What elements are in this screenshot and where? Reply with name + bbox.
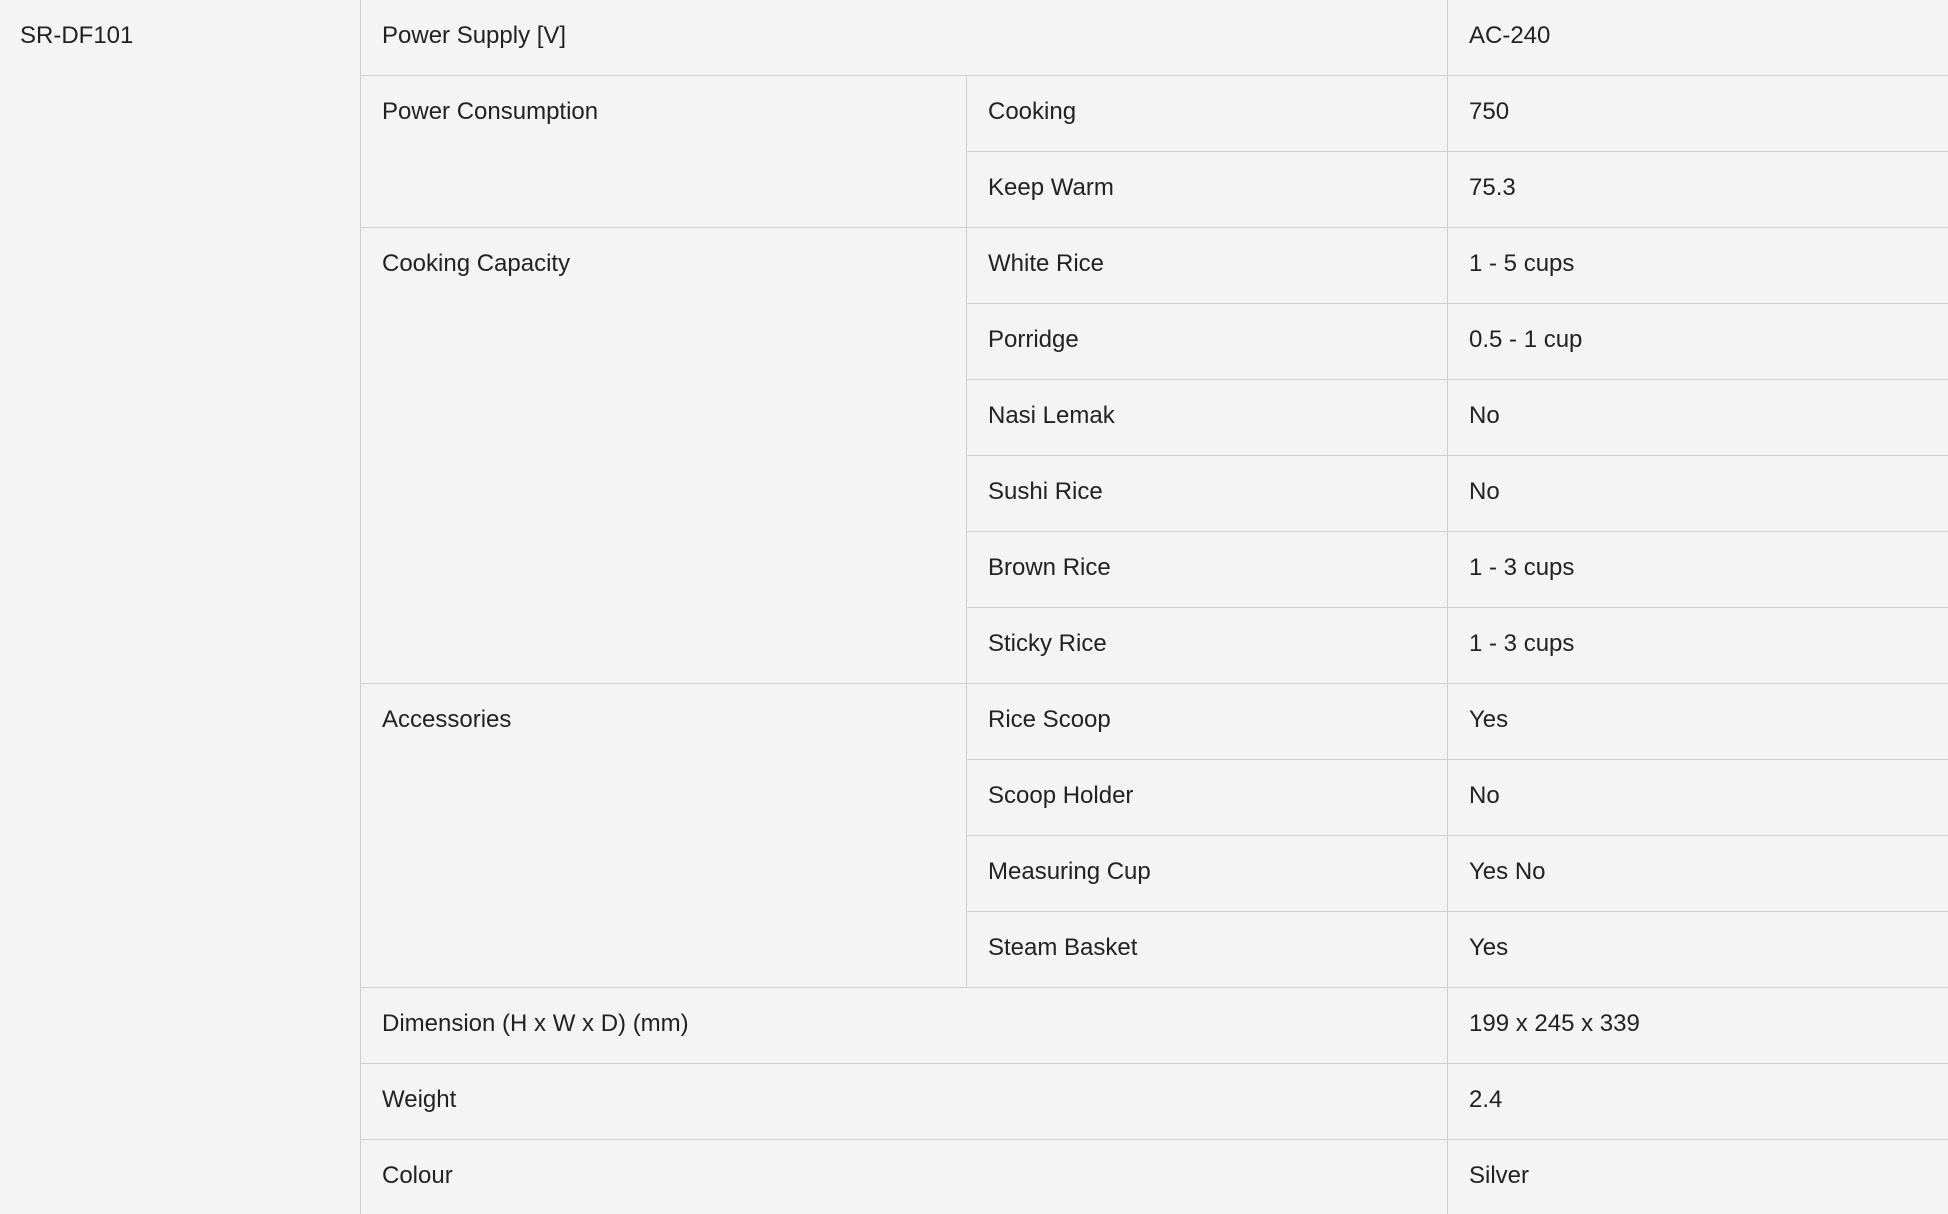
spec-sublabel: Sticky Rice bbox=[967, 608, 1448, 684]
spec-sublabel: Scoop Holder bbox=[967, 760, 1448, 836]
spec-label: Dimension (H x W x D) (mm) bbox=[361, 988, 1448, 1064]
spec-sublabel: Rice Scoop bbox=[967, 684, 1448, 760]
spec-value: Yes No bbox=[1448, 836, 1948, 912]
spec-value: 1 - 5 cups bbox=[1448, 228, 1948, 304]
table-row bbox=[361, 1064, 1948, 1140]
table-row bbox=[361, 228, 1948, 304]
spec-label: Weight bbox=[361, 1064, 1448, 1140]
spec-value: Yes bbox=[1448, 912, 1948, 988]
spec-sublabel: Brown Rice bbox=[967, 532, 1448, 608]
spec-group-label: Accessories bbox=[361, 684, 967, 988]
table-row bbox=[361, 1140, 1948, 1214]
spec-sublabel: Cooking bbox=[967, 76, 1448, 152]
spec-sublabel: Keep Warm bbox=[967, 152, 1448, 228]
spec-group-label: Cooking Capacity bbox=[361, 228, 967, 684]
spec-group-label: Power Consumption bbox=[361, 76, 967, 228]
table-row bbox=[361, 0, 1948, 76]
spec-value: AC-240 bbox=[1448, 0, 1948, 76]
spec-value: 199 x 245 x 339 bbox=[1448, 988, 1948, 1064]
spec-sublabel: Nasi Lemak bbox=[967, 380, 1448, 456]
spec-value: 750 bbox=[1448, 76, 1948, 152]
spec-value: 1 - 3 cups bbox=[1448, 532, 1948, 608]
spec-sublabel: Steam Basket bbox=[967, 912, 1448, 988]
spec-value: No bbox=[1448, 760, 1948, 836]
spec-value: Yes bbox=[1448, 684, 1948, 760]
spec-value: 2.4 bbox=[1448, 1064, 1948, 1140]
spec-sublabel: Measuring Cup bbox=[967, 836, 1448, 912]
spec-label: Power Supply [V] bbox=[361, 0, 1448, 76]
spec-value: No bbox=[1448, 456, 1948, 532]
table-row bbox=[361, 988, 1948, 1064]
spec-sublabel: White Rice bbox=[967, 228, 1448, 304]
spec-value: 0.5 - 1 cup bbox=[1448, 304, 1948, 380]
spec-label: Colour bbox=[361, 1140, 1448, 1214]
spec-value: No bbox=[1448, 380, 1948, 456]
spec-sublabel: Porridge bbox=[967, 304, 1448, 380]
spec-value: Silver bbox=[1448, 1140, 1948, 1214]
spec-value: 1 - 3 cups bbox=[1448, 608, 1948, 684]
table-row bbox=[361, 684, 1948, 760]
model-name: SR-DF101 bbox=[20, 22, 134, 49]
table-row bbox=[361, 76, 1948, 152]
spec-table bbox=[360, 0, 1948, 1214]
spec-value: 75.3 bbox=[1448, 152, 1948, 228]
spec-sublabel: Sushi Rice bbox=[967, 456, 1448, 532]
